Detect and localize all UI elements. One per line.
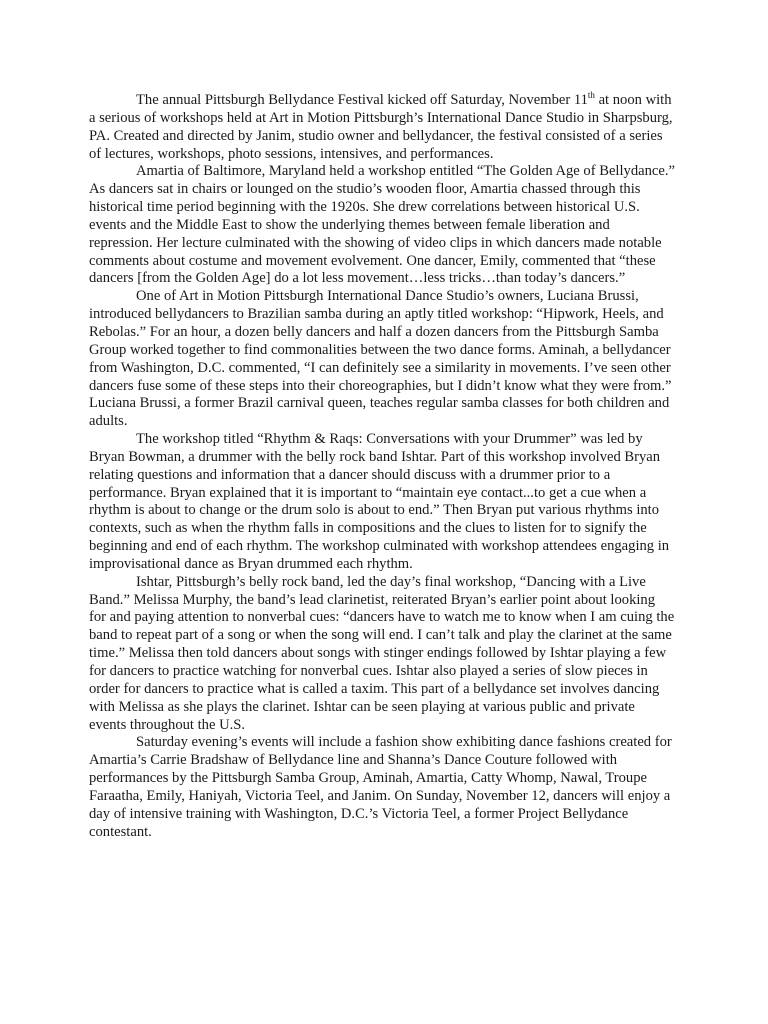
paragraph-golden-age-workshop: Amartia of Baltimore, Maryland held a workshop entitled “The Golden Age of Bellydance.” As dancers sat in chairs or lounged on the studio’s wooden floor, Amartia chassed through this historical time period beginning with the 1920s. She drew correlations between historical U.S. events and the Middle East to show the underlying themes between female liberation and repression. Her lecture culminated with the showing of video clips in which dancers made notable comments about costume and movement evolvement. One dancer, Emily, commented that “these dancers [from the Golden Age] do a lot less movement…less tricks…than today’s dancers.” — [89, 163, 675, 287]
paragraph-drummer-workshop: The workshop titled “Rhythm & Raqs: Conversations with your Drummer” was led by Bryan Bowman, a drummer with the belly rock band Ishtar. Part of this workshop involved Bryan relating questions and information that a dancer should discuss with a drummer prior to a performance. Bryan explained that it is important to “maintain eye contact...to get a cue when a rhythm is about to change or the drum solo is about to end.” Then Bryan put various rhythms into contexts, such as when the rhythm falls in compositions and the clues to listen for to signify the beginning and end of each rhythm. The workshop culminated with workshop attendees engaging in improvisational dance as Bryan drummed each rhythm. — [89, 431, 670, 572]
paragraph-festival-intro — [89, 92, 675, 163]
document-page — [89, 92, 675, 841]
ordinal-suffix: th — [587, 90, 595, 101]
paragraph-evening-events: Saturday evening’s events will include a fashion show exhibiting dance fashions created for Amartia’s Carrie Bradshaw of Bellydance line and Shanna’s Dance Couture followed with performances by the Pittsburgh Samba Group, Aminah, Amartia, Catty Whomp, Nawal, Troupe Faraatha, Emily, Haniyah, Victoria Teel, and Janim. On Sunday, November 12, dancers will enjoy a day of intensive training with Washington, D.C.’s Victoria Teel, a former Project Bellydance contestant. — [89, 734, 672, 840]
intro-text: The annual Pittsburgh Bellydance Festival kicked off Saturday, November 11 — [136, 92, 588, 108]
intro-text-continued: at noon with a serious of workshops held at Art in Motion Pittsburgh’s International Dance Studio in Sharpsburg, PA. Created and directed by Janim, studio owner and bellydancer, the festival consisted of a series of lectures, workshops, photo sessions, intensives, and performances. — [89, 92, 673, 162]
paragraph-live-band-workshop: Ishtar, Pittsburgh’s belly rock band, led the day’s final workshop, “Dancing with a Live Band.” Melissa Murphy, the band’s lead clarinetist, reiterated Bryan’s earlier point about looking for and paying attention to nonverbal cues: “dancers have to watch me to know when I am cuing the band to repeat part of a song or when the song will end. I can’t talk and play the clarinet at the same time.” Melissa then told dancers about songs with stinger endings followed by Ishtar playing a few for dancers to practice watching for nonverbal cues. Ishtar also played a series of slow pieces in order for dancers to practice what is called a taxim. This part of a bellydance set involves dancing with Melissa as she plays the clarinet. Ishtar can be seen playing at various public and private events throughout the U.S. — [89, 573, 675, 733]
paragraph-samba-workshop: One of Art in Motion Pittsburgh International Dance Studio’s owners, Luciana Brussi, introduced bellydancers to Brazilian samba during an aptly titled workshop: “Hipwork, Heels, and Rebolas.” For an hour, a dozen belly dancers and half a dozen dancers from the Pittsburgh Samba Group worked together to find commonalities between the two dance forms. Aminah, a bellydancer from Washington, D.C. commented, “I can definitely see a similarity in movements. I’ve seen other dancers fuse some of these steps into their choreographies, but I didn’t know what they were from.” Luciana Brussi, a former Brazil carnival queen, teaches regular samba classes for both children and adults. — [89, 288, 672, 430]
